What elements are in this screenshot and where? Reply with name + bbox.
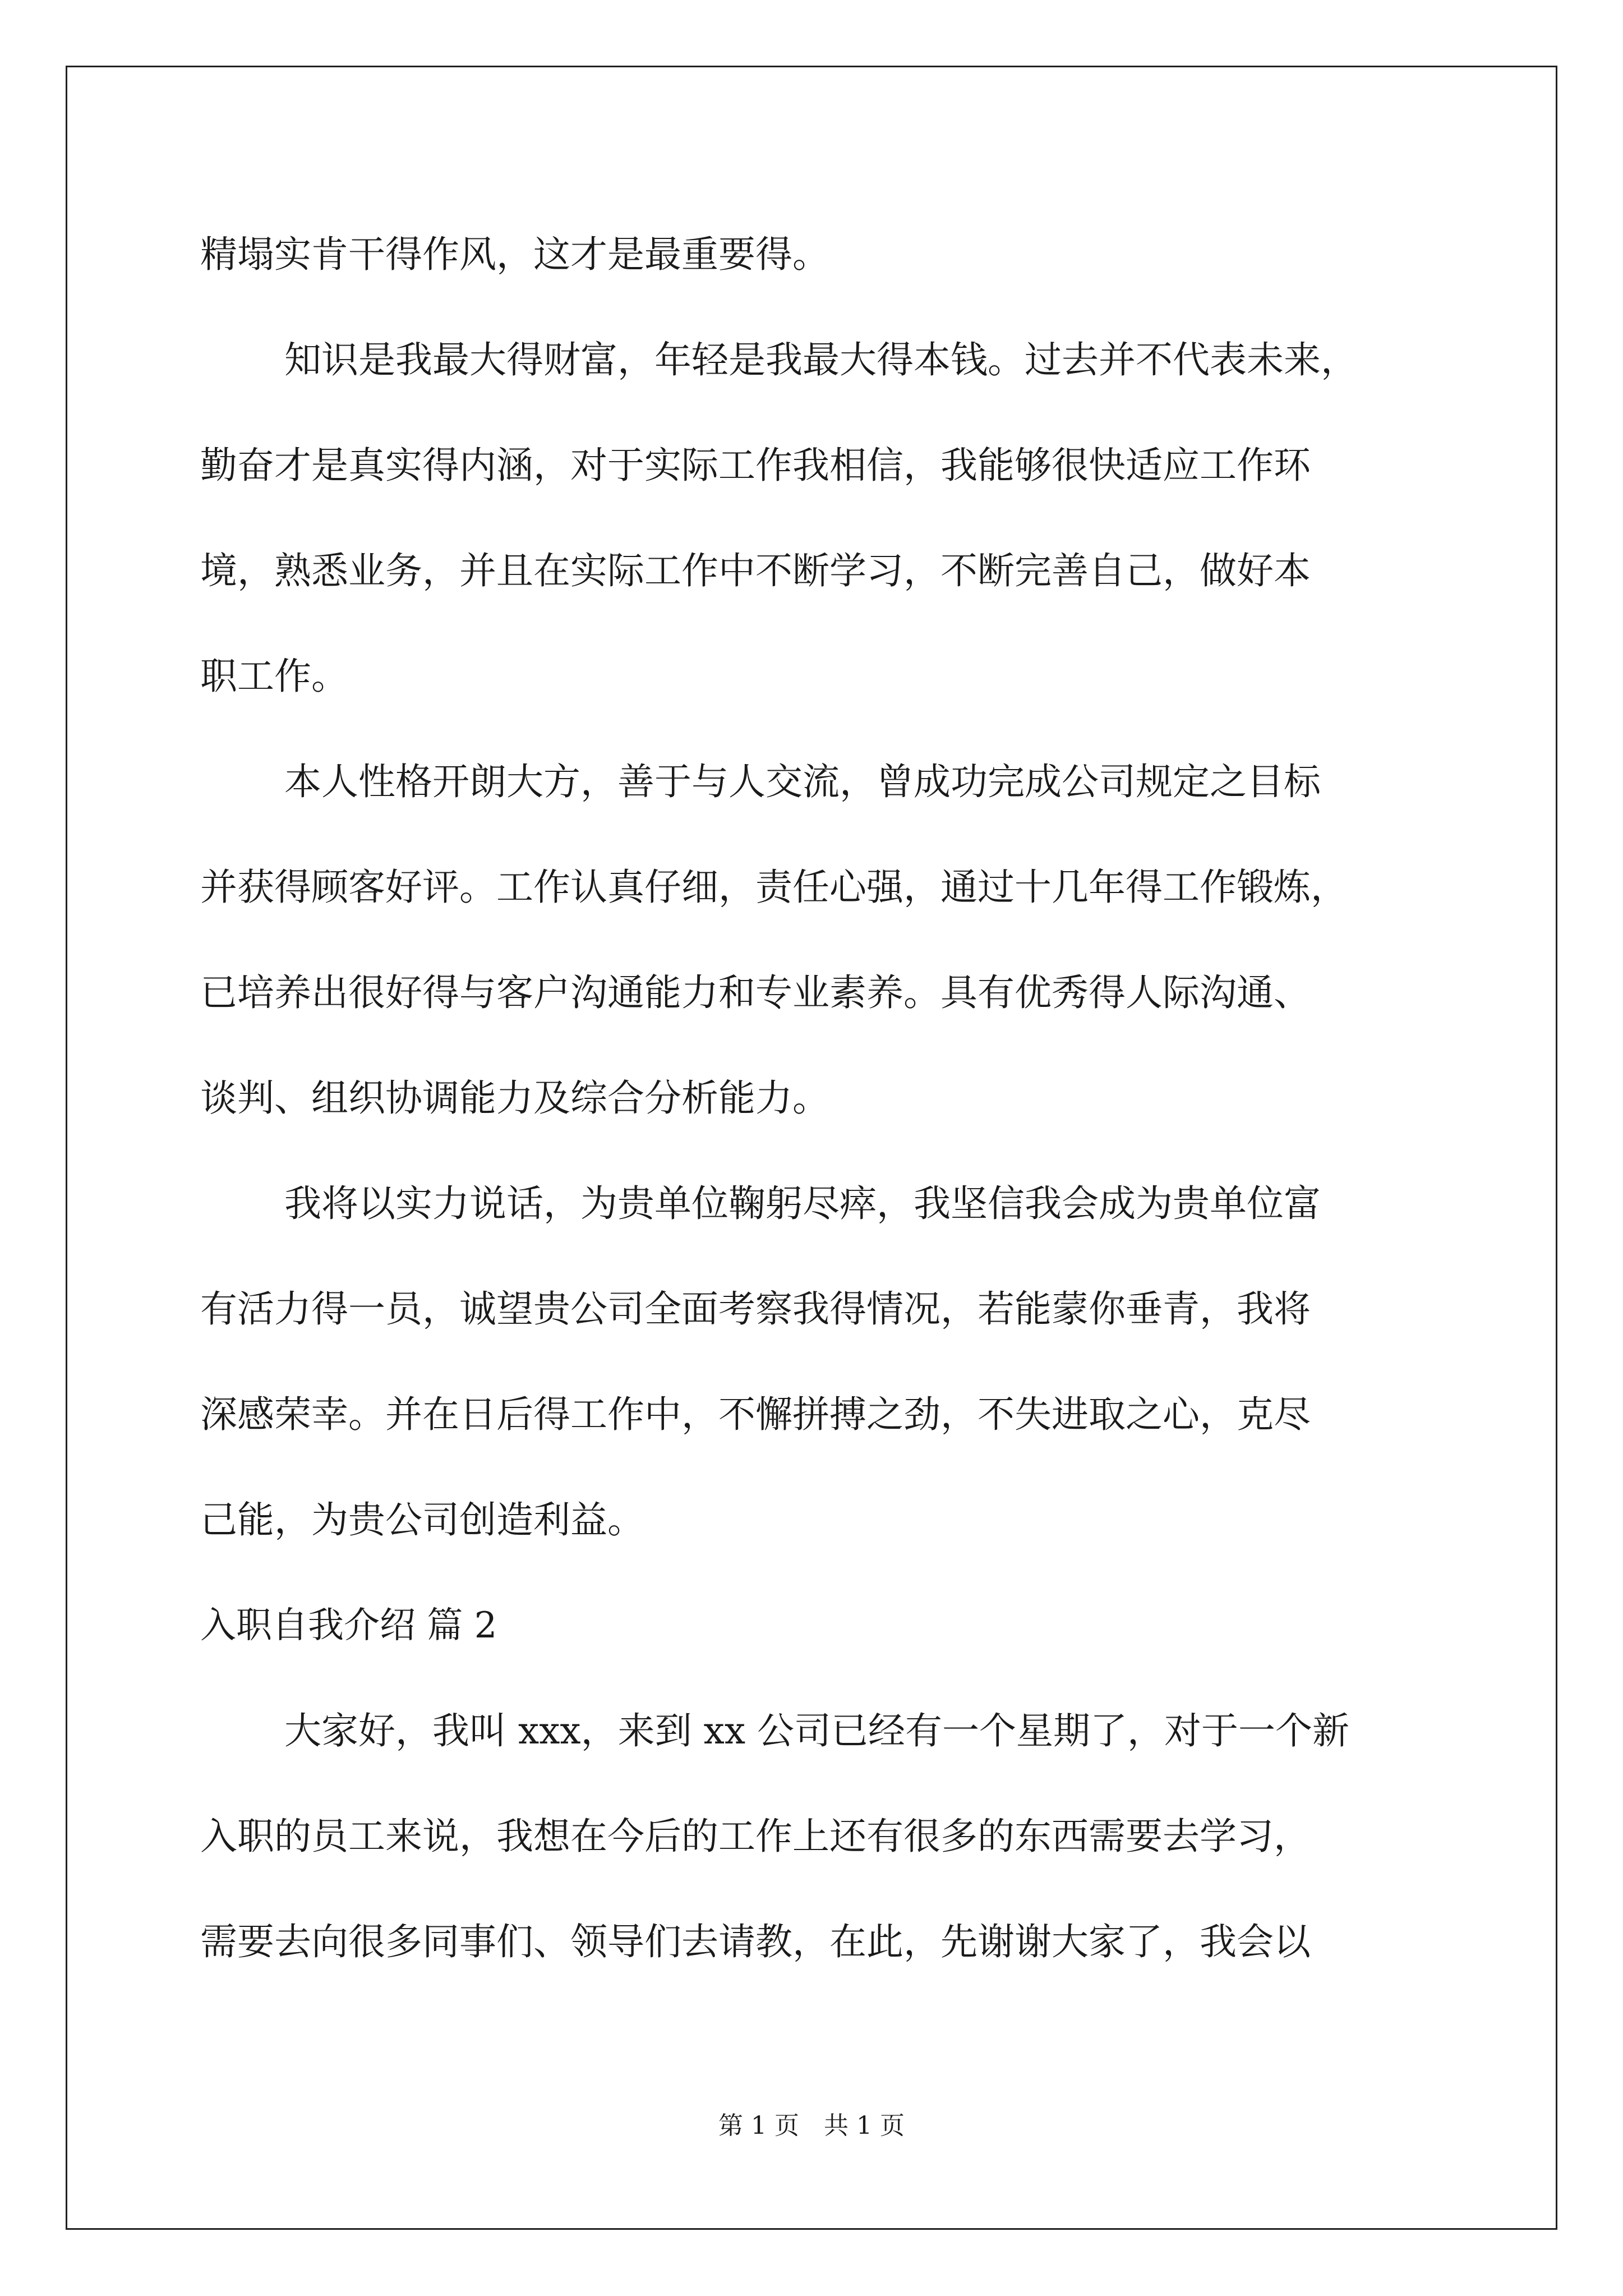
text-line: 谈判、组织协调能力及综合分析能力。 — [200, 1076, 829, 1120]
text-line: 我将以实力说话，为贵单位鞠躬尽瘁，我坚信我会成为贵单位富 — [284, 1182, 1321, 1225]
text-line: 有活力得一员，诚望贵公司全面考察我得情况，若能蒙你垂青，我将 — [200, 1287, 1311, 1331]
section-heading: 入职自我介绍 篇 2 — [200, 1605, 497, 1646]
document-body — [200, 202, 1423, 1995]
text-line: 并获得顾客好评。工作认真仔细，责任心强，通过十几年得工作锻炼， — [200, 866, 1348, 909]
text-line: 知识是我最大得财富，年轻是我最大得本钱。过去并不代表未来， — [284, 338, 1358, 381]
text-line: 精塌实肯干得作风，这才是最重要得。 — [200, 233, 829, 276]
text-line: 入职的员工来说，我想在今后的工作上还有很多的东西需要去学习， — [200, 1815, 1311, 1858]
text-line: 勤奋才是真实得内涵，对于实际工作我相信，我能够很快适应工作环 — [200, 444, 1311, 487]
text-line: 本人性格开朗大方，善于与人交流，曾成功完成公司规定之目标 — [284, 760, 1321, 803]
text-line: 深感荣幸。并在日后得工作中，不懈拼搏之劲，不失进取之心，克尽 — [200, 1393, 1311, 1436]
text-line: 已培养出很好得与客户沟通能力和专业素养。具有优秀得人际沟通、 — [200, 971, 1311, 1014]
text-line: 职工作。 — [200, 655, 348, 698]
text-line: 大家好，我叫 xxx，来到 xx 公司已经有一个星期了，对于一个新 — [284, 1709, 1350, 1752]
text-line: 己能，为贵公司创造利益。 — [200, 1498, 644, 1542]
text-line: 境，熟悉业务，并且在实际工作中不断学习，不断完善自己，做好本 — [200, 549, 1311, 592]
text-line: 需要去向很多同事们、领导们去请教，在此，先谢谢大家了，我会以 — [200, 1920, 1311, 1963]
page-footer: 第 1 页 共 1 页 — [718, 2111, 905, 2140]
